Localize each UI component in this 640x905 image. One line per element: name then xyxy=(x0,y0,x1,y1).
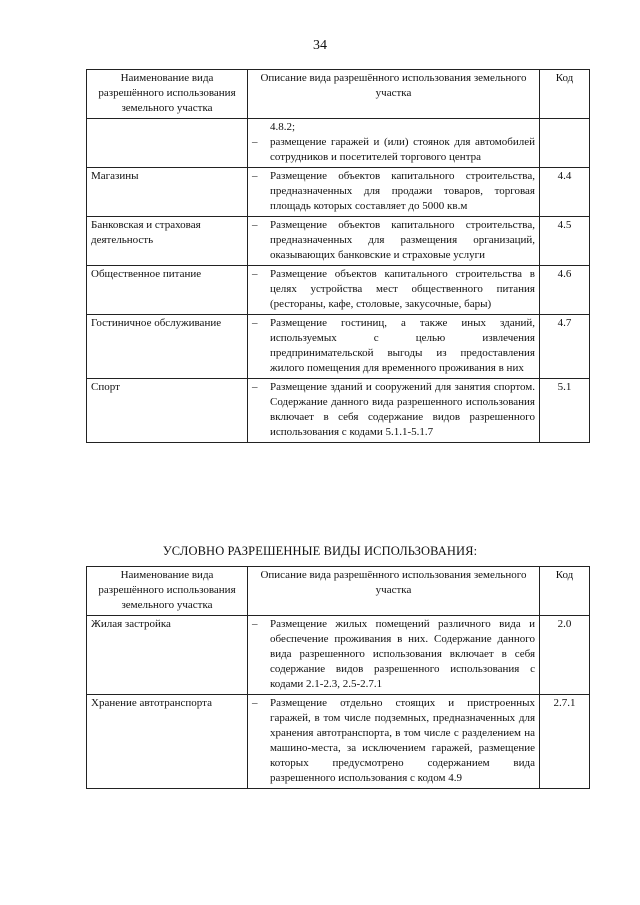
table-row xyxy=(87,695,590,789)
cell-description xyxy=(248,266,540,315)
cell-code: 2.7.1 xyxy=(540,695,590,789)
list-dash: – xyxy=(252,381,258,393)
cell-name-empty xyxy=(87,119,248,168)
continuation-item: размещение гаражей и (или) стоянок для автомобилей сотрудников и посетителей торгового центра xyxy=(270,136,535,163)
cell-code: 4.7 xyxy=(540,315,590,379)
cell-description xyxy=(248,119,540,168)
cell-code: 4.5 xyxy=(540,217,590,266)
header-code: Код xyxy=(540,567,590,616)
table-row xyxy=(87,315,590,379)
cell-name: Спорт xyxy=(87,379,248,443)
continuation-text: 4.8.2; xyxy=(270,121,296,133)
cell-code: 4.4 xyxy=(540,168,590,217)
cell-description xyxy=(248,695,540,789)
header-code: Код xyxy=(540,70,590,119)
section-title: УСЛОВНО РАЗРЕШЕННЫЕ ВИДЫ ИСПОЛЬЗОВАНИЯ: xyxy=(162,544,478,558)
list-dash: – xyxy=(252,136,258,148)
table-row-continuation xyxy=(87,119,590,168)
table-row xyxy=(87,616,590,695)
description-text: Размещение жилых помещений различного вида и обеспечение проживания в них. Содержание данного вида разрешенного использования включает в себя содержание видов разрешенного использования с кодами 2.1-2.3, 2.5-2.7.1 xyxy=(270,618,535,690)
table-row xyxy=(87,168,590,217)
cell-name: Гостиничное обслуживание xyxy=(87,315,248,379)
cell-code: 4.6 xyxy=(540,266,590,315)
cell-name: Банковская и страховая деятельность xyxy=(87,217,248,266)
table-row xyxy=(87,379,590,443)
cell-description xyxy=(248,168,540,217)
description-text: Размещение объектов капитального строительства в целях устройства мест общественного питания (рестораны, кафе, столовые, закусочные, бары) xyxy=(270,268,535,310)
header-name: Наименование вида разрешённого использования земельного участка xyxy=(87,567,248,616)
cell-description xyxy=(248,315,540,379)
list-dash: – xyxy=(252,618,258,630)
cell-name: Хранение автотранспорта xyxy=(87,695,248,789)
list-dash: – xyxy=(252,170,258,182)
cell-description xyxy=(248,379,540,443)
cell-name: Магазины xyxy=(87,168,248,217)
list-dash: – xyxy=(252,268,258,280)
header-description: Описание вида разрешённого использования земельного участка xyxy=(248,70,540,119)
cell-name: Жилая застройка xyxy=(87,616,248,695)
header-description: Описание вида разрешённого использования земельного участка xyxy=(248,567,540,616)
permitted-uses-table xyxy=(86,69,590,443)
cell-description xyxy=(248,217,540,266)
cell-code-empty xyxy=(540,119,590,168)
table-header-row xyxy=(87,70,590,119)
cell-description xyxy=(248,616,540,695)
header-name: Наименование вида разрешённого использования земельного участка xyxy=(87,70,248,119)
description-text: Размещение зданий и сооружений для занятия спортом. Содержание данного вида разрешенного использования включает в себя содержание видов разрешенного использования с кодами 5.1.1-5.1.7 xyxy=(270,381,535,438)
cell-code: 5.1 xyxy=(540,379,590,443)
table-row xyxy=(87,217,590,266)
description-text: Размещение объектов капитального строительства, предназначенных для продажи товаров, торговая площадь которых составляет до 5000 кв.м xyxy=(270,170,535,212)
list-dash: – xyxy=(252,219,258,231)
description-text: Размещение отдельно стоящих и пристроенных гаражей, в том числе подземных, предназначенных для хранения автотранспорта, в том числе с разделением на машино-места, за исключением гаражей, размещение которых предусмотрено содержанием вида разрешенного использования с кодом 4.9 xyxy=(270,697,535,784)
list-dash: – xyxy=(252,697,258,709)
conditional-uses-table xyxy=(86,566,590,789)
cell-code: 2.0 xyxy=(540,616,590,695)
description-text: Размещение объектов капитального строительства, предназначенных для размещения организаций, оказывающих банковские и страховые услуги xyxy=(270,219,535,261)
description-text: Размещение гостиниц, а также иных зданий, используемых с целью извлечения предпринимательской выгоды из предоставления жилого помещения для временного проживания в них xyxy=(270,317,535,374)
cell-name: Общественное питание xyxy=(87,266,248,315)
list-dash: – xyxy=(252,317,258,329)
table-header-row xyxy=(87,567,590,616)
page-number: 34 xyxy=(313,38,327,53)
table-row xyxy=(87,266,590,315)
